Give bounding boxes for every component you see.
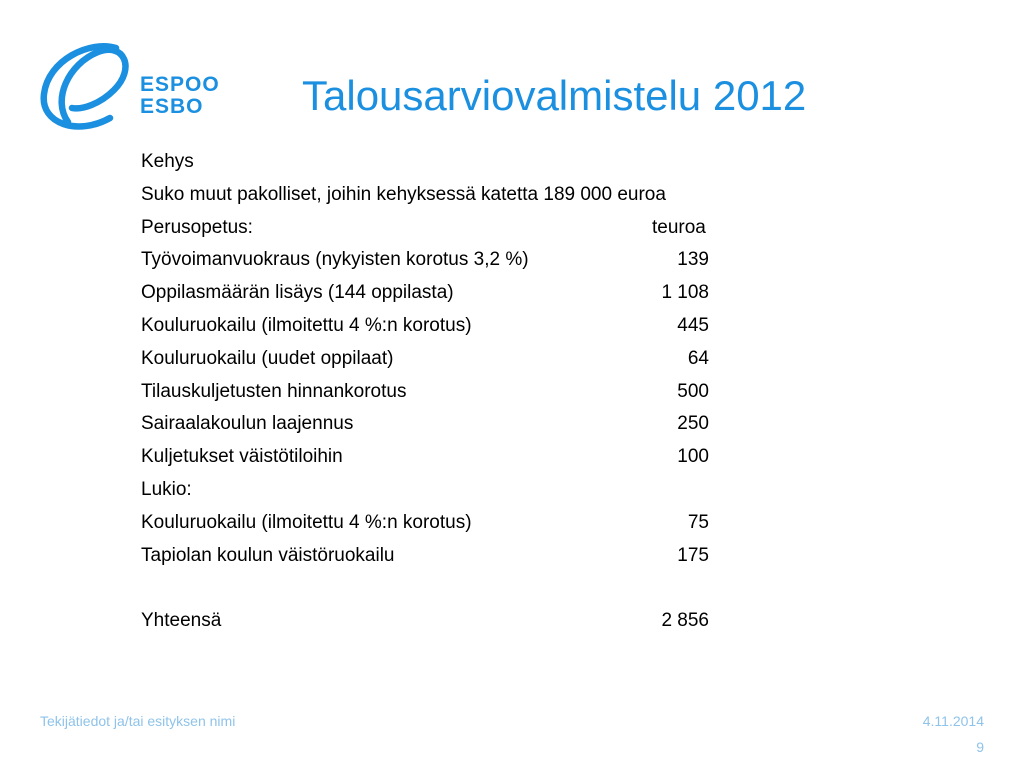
budget-line [141,408,781,441]
budget-line-label: Tapiolan koulun väistöruokailu [141,544,395,566]
budget-line [141,540,781,573]
espoo-logo-mark-icon [38,38,136,134]
budget-line [141,605,781,638]
budget-line-label: Kouluruokailu (ilmoitettu 4 %:n korotus) [141,511,472,533]
budget-line [141,441,781,474]
budget-line-label: Sairaalakoulun laajennus [141,413,354,435]
logo-wordmark [140,74,220,118]
budget-line-amount: 1 108 [661,282,709,304]
budget-line-label: Oppilasmäärän lisäys (144 oppilasta) [141,282,454,304]
budget-line [141,343,781,376]
budget-line [141,572,781,605]
budget-line [141,310,781,343]
budget-line-label: Lukio: [141,478,192,500]
footer-date: 4.11.2014 [922,713,984,729]
budget-line-amount: 139 [677,249,709,271]
budget-line-label: Kouluruokailu (ilmoitettu 4 %:n korotus) [141,314,472,336]
budget-line [141,507,781,540]
footer-author: Tekijätiedot ja/tai esityksen nimi [40,713,236,729]
budget-line [141,212,781,245]
budget-line-label: Tilauskuljetusten hinnankorotus [141,380,407,402]
budget-line [141,376,781,409]
budget-line-amount: 445 [677,314,709,336]
budget-line-label: Kouluruokailu (uudet oppilaat) [141,347,394,369]
budget-line-label: Työvoimanvuokraus (nykyisten korotus 3,2 %) [141,249,529,271]
budget-line-label: Suko muut pakolliset, joihin kehyksessä katetta 189 000 euroa [141,183,666,205]
logo-text-espoo: ESPOO [140,73,220,96]
budget-line [141,146,781,179]
budget-line [141,277,781,310]
budget-line-amount: 100 [677,446,709,468]
budget-line-label: Yhteensä [141,610,222,632]
budget-line-amount: 175 [677,544,709,566]
budget-line-label: Perusopetus: [141,216,253,238]
budget-line-label: Kehys [141,151,194,172]
budget-line-amount: 2 856 [661,610,709,632]
budget-list [141,146,781,638]
budget-line [141,474,781,507]
budget-line-label: Kuljetukset väistötiloihin [141,446,343,468]
budget-line [141,179,781,212]
logo-text-esbo: ESBO [140,95,204,118]
espoo-logo [38,38,238,134]
page-number: 9 [976,739,984,755]
budget-line-amount: 500 [677,380,709,402]
budget-line-amount: 250 [677,413,709,435]
budget-line [141,244,781,277]
budget-line-amount: 75 [687,511,709,533]
slide-title: Talousarviovalmistelu 2012 [302,72,807,119]
budget-line-amount: 64 [687,347,709,369]
budget-unit-header: teuroa [652,216,706,238]
